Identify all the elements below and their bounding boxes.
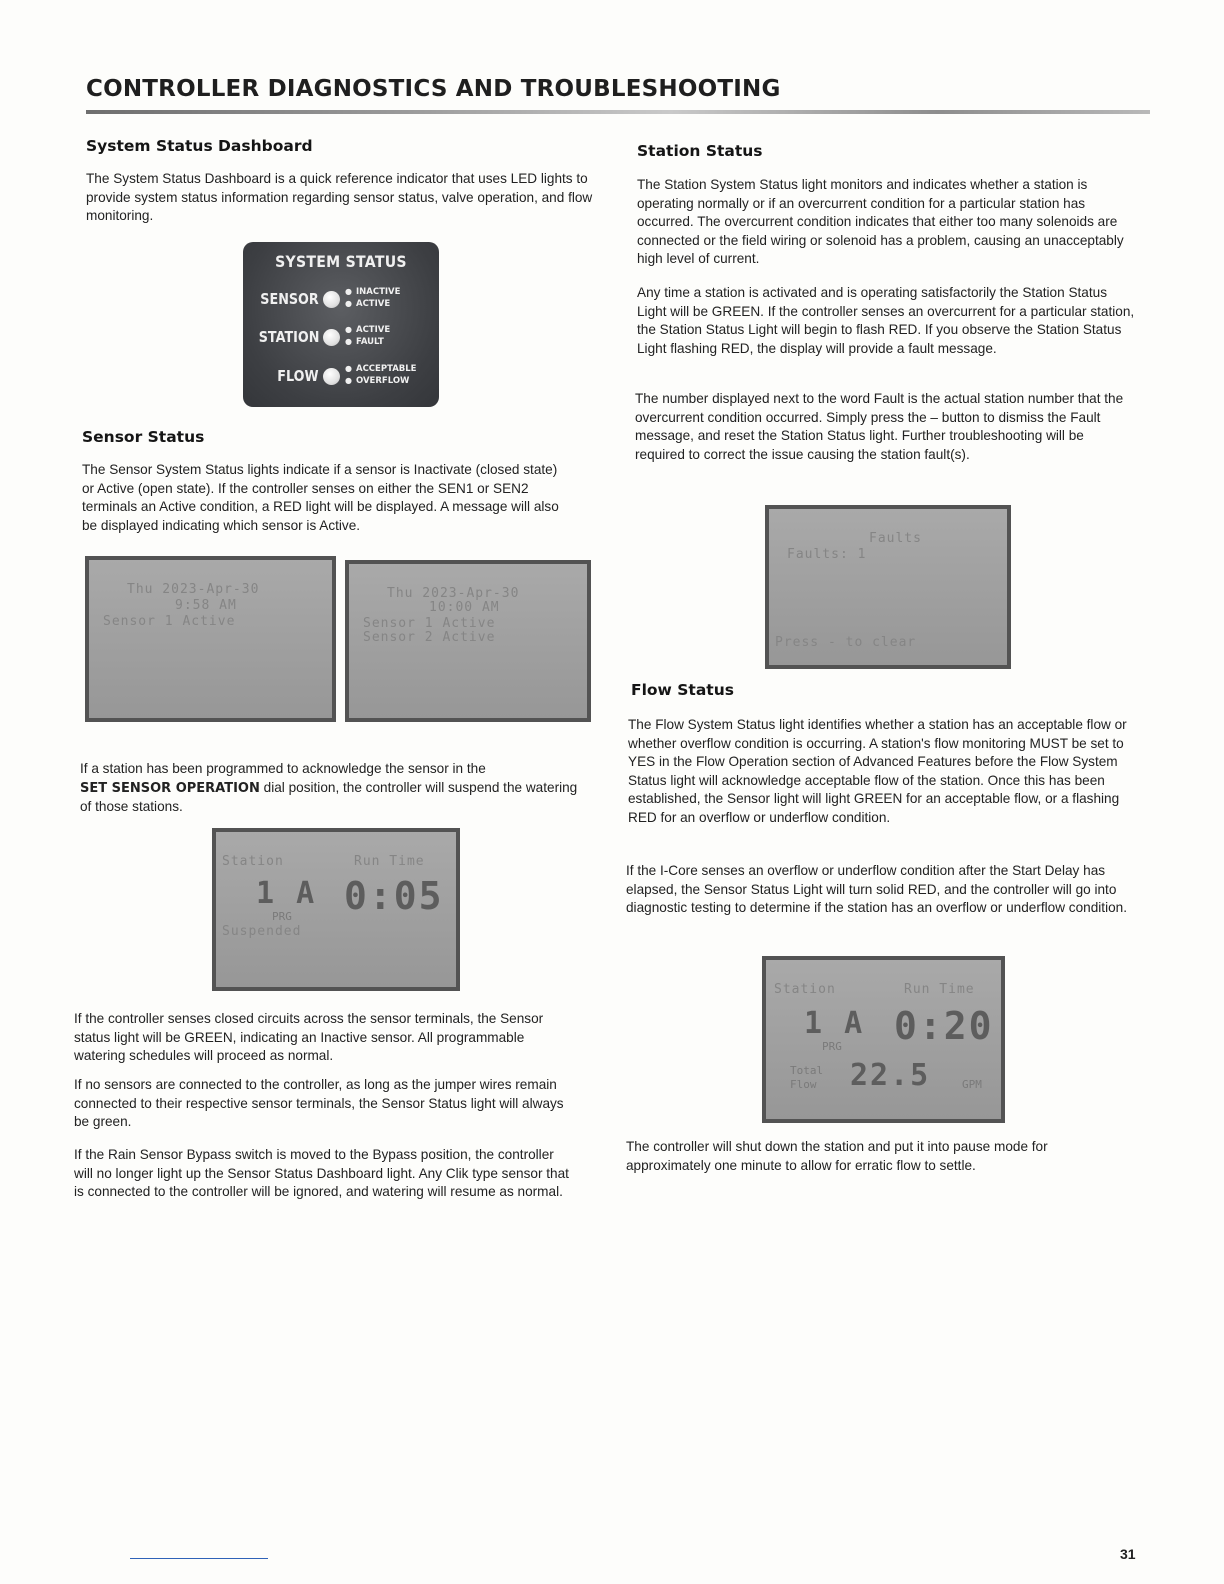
lcd-screen-faults [765,505,1011,669]
lcd-flow-unit: GPM [962,1078,982,1091]
lcd-line: Run Time [904,982,975,997]
lcd-line: Thu 2023-Apr-30 [127,582,260,597]
station-status-paragraph-2: Any time a station is activated and is operating satisfactorily the Station Status Light will be GREEN. If the controller senses an overcurrent for a particular station, the Station Status Light will begin to flash RED. If you observe the Station Status Light flashing RED, the display will provide a fault message. [637,285,1135,356]
dashboard-title: SYSTEM STATUS [275,252,407,271]
paragraph-bypass: If the Rain Sensor Bypass switch is moved to the Bypass position, the controller will no longer light up the Sensor Status Dashboard light. Any Clik type sensor that is connected to the controller will be ignored, and watering will resume as normal. [74,1147,569,1199]
lcd-line: Run Time [354,854,425,869]
dashboard-option: ● ACTIVE [345,325,391,335]
dashboard-option: ● INACTIVE [345,287,401,297]
system-status-heading: System Status Dashboard [86,137,313,155]
dashboard-option: ● ACTIVE [345,299,391,309]
lcd-line: Faults [869,531,922,546]
lcd-line: Faults: 1 [787,547,867,562]
lcd-flow-value: 22.5 [850,1058,931,1093]
suspend-paragraph: If a station has been programmed to acknowledge the sensor in the SET SENSOR OPERATION dial position, the controller will suspend the watering of those stations. [80,761,578,814]
lcd-program: PRG [822,1040,842,1053]
lcd-flow-label: Total [790,1064,824,1077]
page-heading: CONTROLLER DIAGNOSTICS AND TROUBLESHOOTING [86,76,781,102]
lcd-screen-flow [762,956,1005,1123]
lcd-screen-sensor-two [345,560,591,722]
led-icon [323,329,340,346]
lcd-line: Sensor 1 Active [103,614,236,629]
lcd-screen-sensor-one [85,556,336,722]
dashboard-row-flow [243,360,439,394]
paragraph-no-sensors: If no sensors are connected to the controller, as long as the jumper wires remain connected to their respective sensor terminals, the Sensor Status light will always be green. [74,1077,564,1129]
led-icon [323,368,340,385]
set-sensor-operation-label: SET SENSOR OPERATION [80,780,260,796]
page-number: 31 [1120,1546,1136,1562]
station-status-paragraph-3: The number displayed next to the word Fault is the actual station number that the overcurrent condition occurred. Simply press the – button to dismiss the Fault message, and reset the Station Status light. Further troubleshooting will be required to correct the issue causing the station fault(s). [635,391,1124,462]
system-status-dashboard [243,242,439,407]
led-icon [323,291,340,308]
lcd-line: 10:00 AM [429,600,500,615]
paragraph-inactive-sensor: If the controller senses closed circuits across the sensor terminals, the Sensor status light will be GREEN, indicating an Inactive sensor. All programmable watering schedules will proceed as normal. [74,1011,544,1063]
dashboard-row-station [243,321,439,355]
flow-status-paragraph-1: The Flow System Status light identifies whether a station has an acceptable flow or whether overflow condition is occurring. A station's flow monitoring MUST be set to YES in the Flow Operation section of Advanced Features before the Flow System Status light will acknowledge acceptable flow of the station. Once this has been established, the Sensor light will light GREEN for an acceptable flow, or a flashing RED for an overflow or underflow condition. [628,717,1127,825]
flow-status-heading: Flow Status [631,681,734,699]
lcd-line: Station [774,982,836,997]
dashboard-label: STATION [258,328,319,346]
system-status-body: The System Status Dashboard is a quick reference indicator that uses LED lights to provide system status information regarding sensor status, valve operation, and flow monitoring. [86,171,593,223]
dashboard-option: ● FAULT [345,337,384,347]
sensor-status-heading: Sensor Status [82,428,205,446]
lcd-station-number: 1 A [804,1006,865,1041]
lcd-screen-suspended [212,828,460,991]
lcd-flow-label: Flow [790,1078,817,1091]
lcd-run-time: 0:20 [894,1004,994,1048]
dashboard-row-sensor [243,283,439,317]
lcd-line: 9:58 AM [175,598,237,613]
flow-status-paragraph-2: If the I-Core senses an overflow or underflow condition after the Start Delay has elapsed, the Sensor Status Light will turn solid RED, and the controller will go into diagnostic testing to determine if the station has an overflow or underflow condition. [626,863,1127,915]
station-status-heading: Station Status [637,142,763,160]
heading-rule [86,110,1150,114]
footer-link-line [130,1558,268,1559]
lcd-line: Sensor 1 Active [363,616,496,631]
dashboard-option: ● ACCEPTABLE [345,364,417,374]
lcd-line: Thu 2023-Apr-30 [387,586,520,601]
station-status-paragraph-1: The Station System Status light monitors and indicates whether a station is operating normally or if an overcurrent condition for a particular station has occurred. The overcurrent condition indicates that either too many solenoids are connected or the field wiring or solenoid has a problem, causing an unacceptably high level of current. [637,177,1124,266]
sensor-status-body: The Sensor System Status lights indicate if a sensor is Inactivate (closed state) or Active (open state). If the controller senses on either the SEN1 or SEN2 terminals an Active condition, a RED light will be displayed. A message will also be displayed indicating which sensor is Active. [82,462,559,533]
dashboard-label: FLOW [277,367,319,385]
lcd-program: PRG [272,910,292,923]
lcd-line: Station [222,854,284,869]
closing-paragraph: The controller will shut down the station and put it into pause mode for approximately one minute to allow for erratic flow to settle. [626,1139,1048,1173]
lcd-line: Press - to clear [775,635,917,650]
lcd-line: Sensor 2 Active [363,630,496,645]
lcd-run-time: 0:05 [344,874,444,918]
lcd-station-number: 1 A [256,876,317,911]
dashboard-option: ● OVERFLOW [345,376,410,386]
dashboard-label: SENSOR [260,290,319,308]
lcd-line: Suspended [222,924,302,939]
